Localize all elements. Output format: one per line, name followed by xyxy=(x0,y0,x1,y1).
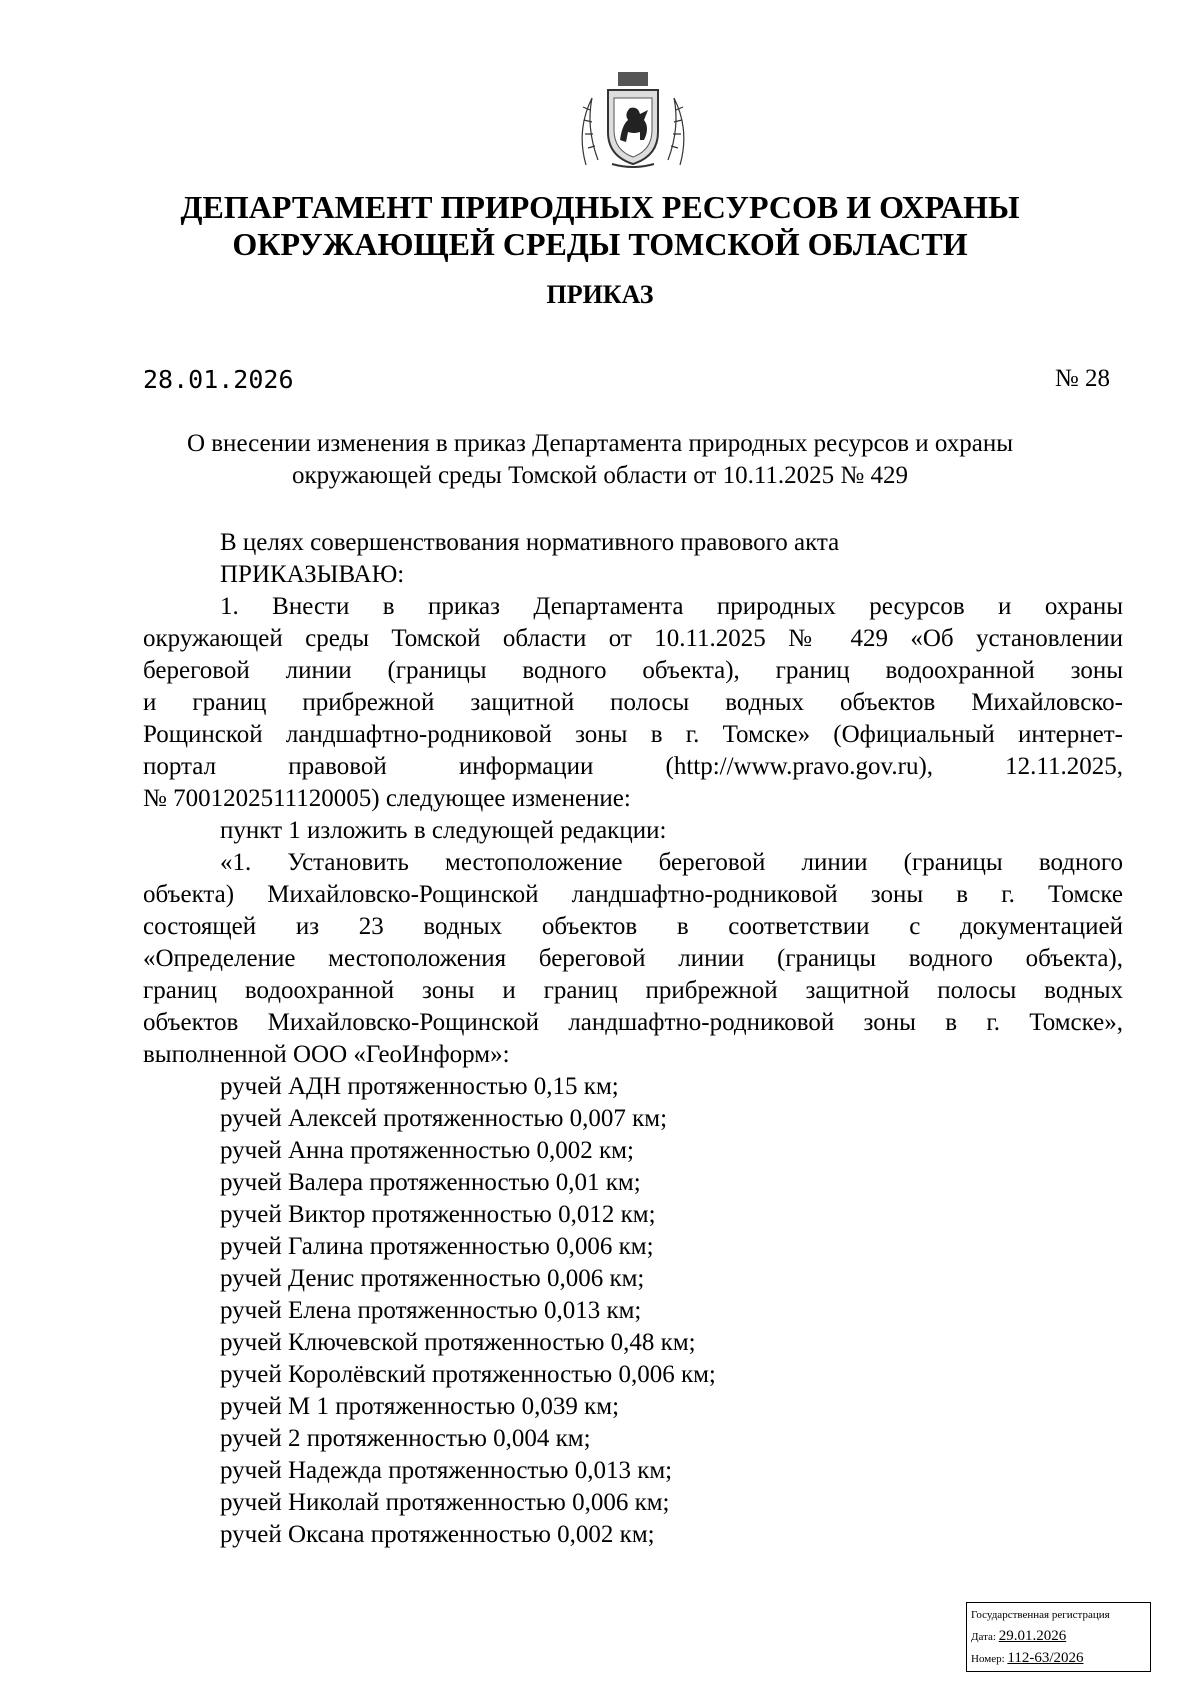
purpose-text: В целях совершенствования нормативного правового акта xyxy=(220,529,840,556)
stream-list-item: ручей Галина протяженностью 0,006 км; xyxy=(220,1233,654,1260)
registration-title: Государственная регистрация xyxy=(971,1609,1110,1621)
paragraph-2-line: «Определение местоположения береговой линии (границы водного объекта), xyxy=(143,945,1123,972)
paragraph-2-line: границ водоохранной зоны и границ прибрежной защитной полосы водных xyxy=(143,977,1123,1004)
stream-list-item: ручей 2 протяженностью 0,004 км; xyxy=(220,1425,591,1452)
stream-list-item: ручей Елена протяженностью 0,013 км; xyxy=(220,1297,642,1324)
paragraph-1-line: № 7001202511120005) следующее изменение: xyxy=(143,785,631,812)
stream-list-item: ручей Анна протяженностью 0,002 км; xyxy=(220,1137,634,1164)
item-intro: пункт 1 изложить в следующей редакции: xyxy=(220,817,667,844)
stream-list-item: ручей АДН протяженностью 0,15 км; xyxy=(220,1073,619,1100)
subject-line: О внесении изменения в приказ Департамента природных ресурсов и охраны xyxy=(186,430,1014,457)
stream-list-item: ручей Николай протяженностью 0,006 км; xyxy=(220,1489,670,1516)
paragraph-1-line: портал правовой информации (http://www.pravo.gov.ru), 12.11.2025, xyxy=(143,753,1123,780)
stream-list-item: ручей Денис протяженностью 0,006 км; xyxy=(220,1265,645,1292)
stream-list-item: ручей Королёвский протяженностью 0,006 км; xyxy=(220,1361,716,1388)
stream-list-item: ручей Оксана протяженностью 0,002 км; xyxy=(220,1521,655,1548)
stream-list-item: ручей Надежда протяженностью 0,013 км; xyxy=(220,1457,673,1484)
paragraph-1-line: окружающей среды Томской области от 10.11.2025 № 429 «Об установлении xyxy=(143,625,1123,652)
document-number: № 28 xyxy=(1054,365,1110,392)
tomsk-coat-of-arms-icon xyxy=(568,70,698,170)
paragraph-2-line: «1. Установить местоположение береговой линии (границы водного xyxy=(220,849,1123,876)
registration-number: 112-63/2026 xyxy=(1007,1650,1084,1666)
stream-list-item: ручей Виктор протяженностью 0,012 км; xyxy=(220,1201,656,1228)
department-title-line-2: ОКРУЖАЮЩЕЙ СРЕДЫ ТОМСКОЙ ОБЛАСТИ xyxy=(232,226,968,262)
registration-stamp xyxy=(966,1602,1151,1672)
stream-list-item: ручей М 1 протяженностью 0,039 км; xyxy=(220,1393,620,1420)
stream-list-item: ручей Ключевской протяженностью 0,48 км; xyxy=(220,1329,696,1356)
paragraph-1-line: береговой линии (границы водного объекта), границ водоохранной зоны xyxy=(143,657,1123,684)
document-body xyxy=(143,527,1123,1551)
registration-date-label: Дата: xyxy=(971,1631,996,1643)
subject-line: окружающей среды Томской области от 10.11.2025 № 429 xyxy=(291,462,909,489)
document-type: ПРИКАЗ xyxy=(546,280,654,309)
paragraph-2-line: состоящей из 23 водных объектов в соответствии с документацией xyxy=(143,913,1123,940)
department-title-line-1: ДЕПАРТАМЕНТ ПРИРОДНЫХ РЕСУРСОВ И ОХРАНЫ xyxy=(180,189,1020,225)
paragraph-1-line: 1. Внести в приказ Департамента природных ресурсов и охраны xyxy=(220,593,1123,620)
paragraph-2-line: объекта) Михайловско-Рощинской ландшафтно-родниковой зоны в г. Томске xyxy=(143,881,1123,908)
stream-list-item: ручей Валера протяженностью 0,01 км; xyxy=(220,1169,641,1196)
registration-number-label: Номер: xyxy=(971,1653,1005,1665)
document-subject xyxy=(0,428,1200,492)
registration-date: 29.01.2026 xyxy=(998,1628,1067,1644)
paragraph-2-line: объектов Михайловско-Рощинской ландшафтно-родниковой зоны в г. Томске», xyxy=(143,1009,1123,1036)
order-word: ПРИКАЗЫВАЮ: xyxy=(220,561,405,588)
stream-list-item: ручей Алексей протяженностью 0,007 км; xyxy=(220,1105,668,1132)
paragraph-2-line: выполненной ООО «ГеоИнформ»: xyxy=(143,1041,510,1068)
document-date: 28.01.2026 xyxy=(143,365,294,394)
paragraph-1-line: Рощинской ландшафтно-родниковой зоны в г. Томске» (Официальный интернет- xyxy=(143,721,1123,748)
paragraph-1-line: и границ прибрежной защитной полосы водных объектов Михайловско- xyxy=(143,689,1123,716)
